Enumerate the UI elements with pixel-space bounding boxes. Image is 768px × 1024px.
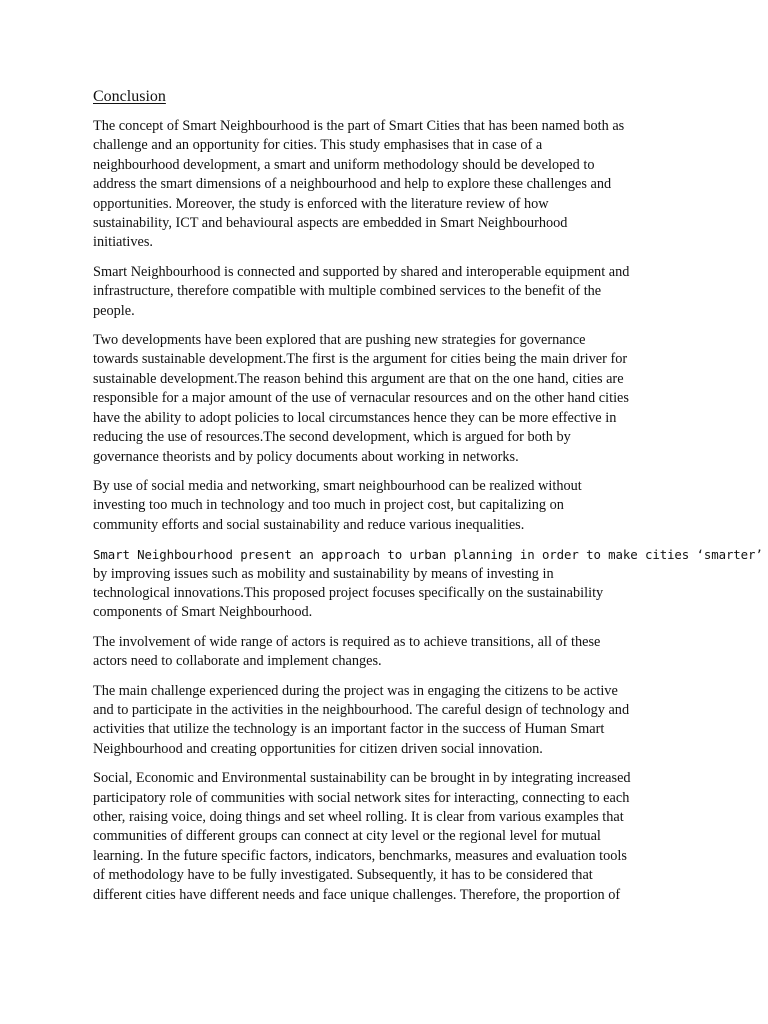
paragraph-line: technological innovations.This proposed project focuses specifically on the sustainability	[93, 584, 604, 601]
paragraph-line: opportunities. Moreover, the study is enforced with the literature review of how	[93, 195, 549, 212]
paragraph	[93, 477, 683, 535]
paragraph-line: and to participate in the activities in the neighbourhood. The careful design of technology and	[93, 701, 630, 718]
paragraph-line: Smart Neighbourhood present an approach to urban planning in order to make cities ‘smarter’	[93, 547, 763, 563]
paragraph-line: neighbourhood development, a smart and uniform methodology should be developed to	[93, 156, 595, 173]
paragraph-line: responsible for a major amount of the use of vernacular resources and on the other hand cities	[93, 390, 629, 407]
paragraph	[93, 682, 683, 760]
paragraph-list	[93, 117, 763, 905]
paragraph-line: Neighbourhood and creating opportunities for citizen driven social innovation.	[93, 740, 543, 757]
paragraph-line: learning. In the future specific factors, indicators, benchmarks, measures and evaluation tools	[93, 847, 627, 864]
paragraph-line: communities of different groups can connect at city level or the regional level for mutual	[93, 828, 601, 845]
paragraph-line: people.	[93, 302, 135, 319]
paragraph	[93, 331, 683, 467]
paragraph-line: participatory role of communities with social network sites for interacting, connecting to each	[93, 789, 630, 806]
paragraph-line: Two developments have been explored that are pushing new strategies for governance	[93, 332, 586, 349]
document-page	[93, 86, 763, 915]
paragraph-line: components of Smart Neighbourhood.	[93, 604, 313, 621]
paragraph-line: have the ability to adopt policies to local circumstances hence they can be more effective in	[93, 409, 617, 426]
paragraph-line: By use of social media and networking, smart neighbourhood can be realized without	[93, 477, 582, 494]
paragraph-line: The concept of Smart Neighbourhood is the part of Smart Cities that has been named both as	[93, 118, 625, 134]
paragraph-line: sustainable development.The reason behind this argument are that on the one hand, cities are	[93, 370, 624, 387]
paragraph	[93, 633, 683, 672]
paragraph-line: other, raising voice, doing things and set wheel rolling. It is clear from various examples that	[93, 809, 624, 825]
paragraph-line: different cities have different needs and face unique challenges. Therefore, the proportion of	[93, 886, 621, 903]
paragraph-line: community efforts and social sustainability and reduce various inequalities.	[93, 516, 525, 533]
paragraph-line: The involvement of wide range of actors is required as to achieve transitions, all of these	[93, 633, 601, 650]
section-heading: Conclusion	[93, 88, 166, 105]
paragraph-line: activities that utilize the technology is an important factor in the success of Human Smart	[93, 721, 605, 738]
paragraph-line: of methodology have to be fully investigated. Subsequently, it has to be considered that	[93, 867, 593, 884]
paragraph-line: infrastructure, therefore compatible with multiple combined services to the benefit of the	[93, 283, 602, 300]
paragraph-line: sustainability, ICT and behavioural aspects are embedded in Smart Neighbourhood	[93, 215, 568, 232]
paragraph-line: reducing the use of resources.The second development, which is argued for both by	[93, 429, 571, 446]
paragraph-line: governance theorists and by policy documents about working in networks.	[93, 448, 519, 465]
paragraph-line: by improving issues such as mobility and sustainability by means of investing in	[93, 565, 554, 582]
paragraph-line: address the smart dimensions of a neighbourhood and help to explore these challenges and	[93, 176, 612, 193]
paragraph-line: Smart Neighbourhood is connected and supported by shared and interoperable equipment and	[93, 263, 630, 280]
paragraph-line: investing too much in technology and too much in project cost, but capitalizing on	[93, 497, 564, 514]
paragraph-line: initiatives.	[93, 234, 153, 251]
paragraph	[93, 263, 683, 321]
paragraph-line: actors need to collaborate and implement changes.	[93, 653, 382, 670]
paragraph-line: Social, Economic and Environmental sustainability can be brought in by integrating increased	[93, 770, 631, 787]
paragraph-line: The main challenge experienced during the project was in engaging the citizens to be active	[93, 682, 618, 699]
paragraph	[93, 117, 683, 253]
paragraph-line: challenge and an opportunity for cities. This study emphasises that in case of a	[93, 137, 543, 154]
paragraph	[93, 545, 763, 623]
paragraph-line: towards sustainable development.The first is the argument for cities being the main driver for	[93, 351, 628, 368]
paragraph	[93, 769, 683, 905]
